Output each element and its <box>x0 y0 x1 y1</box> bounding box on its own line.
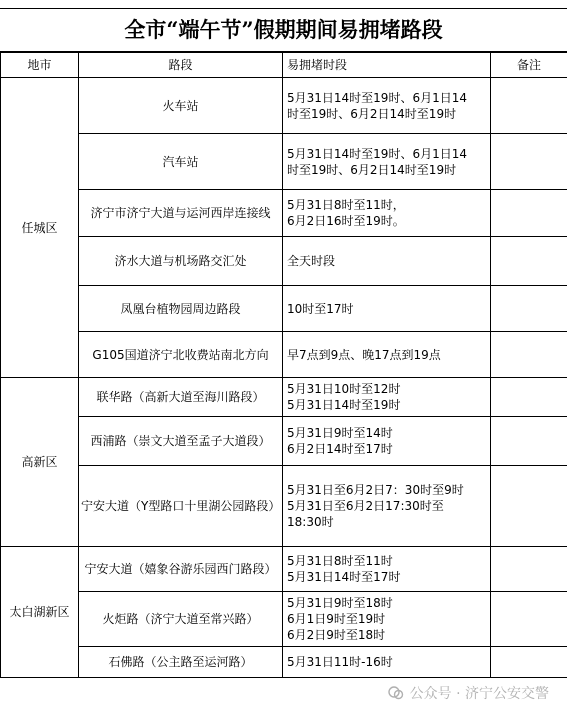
header-note: 备注 <box>491 53 567 78</box>
watermark-text: 公众号 · 济宁公安交警 <box>409 686 549 702</box>
time-line: 5月31日14时至19时、6月1日14 <box>287 90 467 105</box>
note-cell <box>491 592 567 647</box>
road-cell: 宁安大道（嬉象谷游乐园西门路段） <box>79 547 283 592</box>
time-line: 5月31日14时至17时 <box>287 570 401 584</box>
time-cell <box>283 417 491 466</box>
header-city: 地市 <box>1 53 79 78</box>
table-row <box>1 286 567 332</box>
road-cell: 凤凰台植物园周边路段 <box>79 286 283 332</box>
time-cell <box>283 78 491 134</box>
road-cell: 济水大道与机场路交汇处 <box>79 237 283 286</box>
time-cell <box>283 378 491 417</box>
table-row <box>1 190 567 237</box>
road-cell: 火炬路（济宁大道至常兴路） <box>79 592 283 647</box>
note-cell <box>491 78 567 134</box>
road-cell: G105国道济宁北收费站南北方向 <box>79 332 283 378</box>
time-line: 早7点到9点、晚17点到19点 <box>287 347 441 362</box>
time-line: 5月31日14时至19时、6月1日14 <box>287 146 467 161</box>
wechat-icon <box>388 685 404 701</box>
congestion-table <box>0 52 567 678</box>
time-line: 10时至17时 <box>287 301 354 316</box>
time-line: 5月31日14时至19时 <box>287 398 401 412</box>
watermark <box>384 681 553 705</box>
table-row <box>1 547 567 592</box>
time-line: 18:30时 <box>287 515 334 529</box>
time-line: 5月31日11时-16时 <box>287 655 393 669</box>
city-cell: 任城区 <box>1 78 79 378</box>
time-cell <box>283 466 491 547</box>
road-cell: 火车站 <box>79 78 283 134</box>
time-cell <box>283 134 491 190</box>
header-time: 易拥堵时段 <box>283 53 491 78</box>
road-cell: 西浦路（崇文大道至孟子大道段） <box>79 417 283 466</box>
time-line: 5月31日10时至12时 <box>287 382 401 396</box>
note-cell <box>491 332 567 378</box>
time-cell <box>283 332 491 378</box>
note-cell <box>491 466 567 547</box>
road-cell: 石佛路（公主路至运河路） <box>79 647 283 678</box>
time-line: 6月1日9时至19时 <box>287 612 386 626</box>
time-line: 5月31日9时至14时 <box>287 426 393 440</box>
note-cell <box>491 286 567 332</box>
time-line: 6月2日9时至18时 <box>287 628 386 642</box>
time-line: 5月31日至6月2日7：30时至9时 <box>287 483 464 497</box>
note-cell <box>491 237 567 286</box>
table-row <box>1 332 567 378</box>
time-cell <box>283 592 491 647</box>
header-row <box>1 53 567 78</box>
page-title: 全市“端午节”假期期间易拥堵路段 <box>0 8 567 52</box>
road-cell: 联华路（高新大道至海川路段） <box>79 378 283 417</box>
city-cell: 太白湖新区 <box>1 547 79 678</box>
note-cell <box>491 190 567 237</box>
time-line: 全天时段 <box>287 254 336 268</box>
note-cell <box>491 134 567 190</box>
note-cell <box>491 647 567 678</box>
table-row <box>1 592 567 647</box>
time-cell <box>283 190 491 237</box>
time-cell <box>283 547 491 592</box>
table-row <box>1 466 567 547</box>
table-row <box>1 237 567 286</box>
road-cell: 宁安大道（Y型路口十里湖公园路段） <box>79 466 283 547</box>
time-line: 5月31日9时至18时 <box>287 596 393 610</box>
time-line: 6月2日16时至19时。 <box>287 214 405 228</box>
note-cell <box>491 547 567 592</box>
time-line: 5月31日至6月2日17:30时至 <box>287 499 444 513</box>
table-row <box>1 647 567 678</box>
road-cell: 汽车站 <box>79 134 283 190</box>
table-row <box>1 378 567 417</box>
time-cell <box>283 237 491 286</box>
time-line: 6月2日14时至17时 <box>287 442 393 456</box>
road-cell: 济宁市济宁大道与运河西岸连接线 <box>79 190 283 237</box>
time-line: 时至19时、6月2日14时至19时 <box>287 106 457 121</box>
note-cell <box>491 378 567 417</box>
note-cell <box>491 417 567 466</box>
table-row <box>1 134 567 190</box>
time-line: 时至19时、6月2日14时至19时 <box>287 162 457 177</box>
time-cell <box>283 647 491 678</box>
time-cell <box>283 286 491 332</box>
table-row <box>1 78 567 134</box>
table-row <box>1 417 567 466</box>
time-line: 5月31日8时至11时， <box>287 198 405 212</box>
header-road: 路段 <box>79 53 283 78</box>
time-line: 5月31日8时至11时 <box>287 554 393 568</box>
city-cell: 高新区 <box>1 378 79 547</box>
